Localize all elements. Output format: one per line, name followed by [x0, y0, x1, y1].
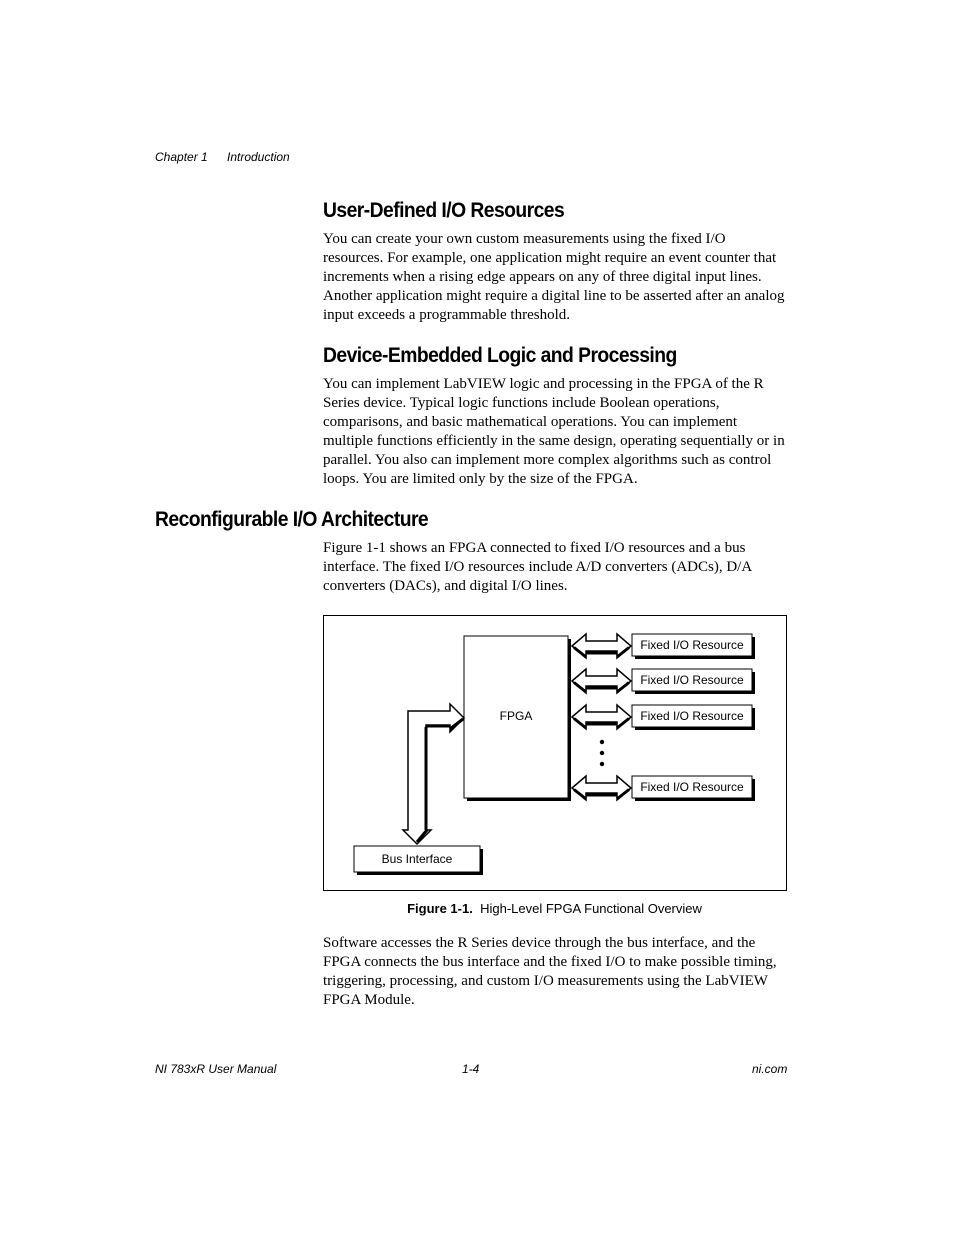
- paragraph-device-embedded-logic: You can implement LabVIEW logic and processing in the FPGA of the R Series device. Typical logic functions include Boolean operations, comparisons, and basic mathematical operations. You can implement multiple functions efficiently in the same design, operating sequentially or in parallel. You also can implement more complex algorithms such as control loops. You are limited only by the size of the FPGA.: [323, 376, 785, 487]
- footer-website-link[interactable]: ni.com: [752, 1062, 788, 1076]
- chapter-label: Chapter 1: [155, 150, 208, 164]
- figure-caption: [323, 901, 786, 916]
- fpga-diagram: [324, 616, 786, 890]
- fpga-label: FPGA: [499, 709, 533, 723]
- io-arrow-4: [572, 776, 631, 800]
- heading-reconfigurable-io: Reconfigurable I/O Architecture: [155, 508, 429, 531]
- heading-user-defined-io: User-Defined I/O Resources: [323, 199, 565, 222]
- io-label-2: Fixed I/O Resource: [640, 673, 744, 687]
- paragraph-reconfigurable-io: Figure 1-1 shows an FPGA connected to fixed I/O resources and a bus interface. The fixed I/O resources include A/D converters (ADCs), D/A converters (DACs), and digital I/O lines.: [323, 540, 752, 594]
- running-header: [155, 150, 290, 164]
- io-arrow-2: [572, 669, 631, 693]
- paragraph-closing: Software accesses the R Series device through the bus interface, and the FPGA connects the bus interface and the fixed I/O to make possible timing, triggering, processing, and custom I/O measurements using the LabVIEW FPGA Module.: [323, 935, 777, 1008]
- section-label: Introduction: [227, 150, 290, 164]
- figure-caption-label: Figure 1-1.: [407, 901, 473, 916]
- ellipsis-dot: [600, 740, 604, 744]
- figure-caption-text: High-Level FPGA Functional Overview: [480, 901, 702, 916]
- io-arrow-1: [572, 634, 631, 658]
- figure-frame: [323, 615, 787, 891]
- io-label-3: Fixed I/O Resource: [640, 709, 744, 723]
- io-label-1: Fixed I/O Resource: [640, 638, 744, 652]
- io-arrow-3: [572, 705, 631, 729]
- io-label-4: Fixed I/O Resource: [640, 780, 744, 794]
- heading-device-embedded-logic: Device-Embedded Logic and Processing: [323, 344, 677, 367]
- paragraph-user-defined-io: You can create your own custom measurements using the fixed I/O resources. For example, one application might require an event counter that increments when a rising edge appears on any of three digital input lines. Another application might require a digital line to be asserted after an analog input exceeds a programmable threshold.: [323, 231, 785, 323]
- footer-page-number: 1-4: [462, 1062, 480, 1076]
- bus-interface-label: Bus Interface: [381, 852, 453, 866]
- footer-manual-title: NI 783xR User Manual: [155, 1062, 277, 1076]
- ellipsis-dot: [600, 762, 604, 766]
- ellipsis-dot: [600, 751, 604, 755]
